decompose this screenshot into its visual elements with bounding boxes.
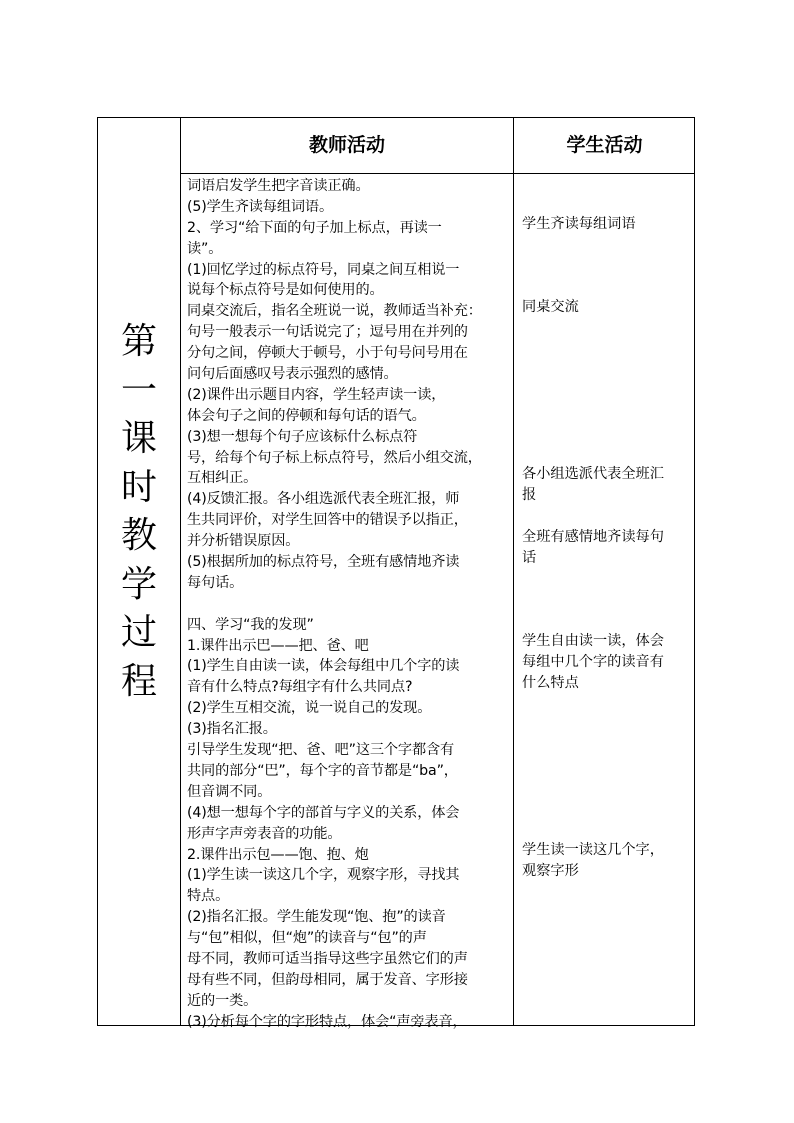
side-label-char: 课 (120, 418, 157, 459)
student-activity-header: 学生活动 (566, 134, 643, 156)
teacher-text-line: 特点。 (187, 888, 230, 905)
student-note-line: 学生读一读这几个字， (522, 842, 664, 858)
teacher-text-line: (2)学生互相交流，说一说自己的发现。 (187, 700, 432, 717)
teacher-text-line: 2、学习“给下面的句子加上标点，再读一 (187, 219, 442, 236)
teacher-activity-content (187, 176, 512, 1033)
teacher-text-line: 但音调不同。 (187, 783, 272, 800)
student-note (522, 214, 692, 235)
teacher-text-line: 母有些不同，但韵母相同，属于发音、字形接 (187, 971, 468, 988)
teacher-text-line: 形声字声旁表音的功能。 (187, 825, 342, 842)
teacher-text-line: 号，给每个句子标上标点符号，然后小组交流， (187, 449, 482, 466)
student-note (522, 297, 692, 318)
student-note-line: 同桌交流 (522, 299, 579, 315)
teacher-text-line: 读”。 (187, 240, 223, 257)
teacher-text-line: 引导学生发现“把、爸、吧”这三个字都含有 (187, 742, 455, 759)
teacher-text-line: (4)反馈汇报。各小组选派代表全班汇报，师 (187, 491, 460, 508)
teacher-text-line: 音有什么特点?每组字有什么共同点? (187, 679, 413, 696)
student-note-line: 观察字形 (522, 863, 579, 879)
teacher-text-line: (1)学生读一读这几个字，观察字形，寻找其 (187, 867, 460, 884)
column-divider-side (180, 118, 181, 1025)
student-note-line: 全班有感情地齐读每句 (522, 529, 664, 545)
teacher-text-line: 母不同，教师可适当指导这些字虽然它们的声 (187, 950, 468, 967)
teacher-text-line: (3)想一想每个句子应该标什么标点符 (187, 428, 418, 445)
side-label-char: 学 (120, 563, 157, 605)
teacher-text-line: (1)学生自由读一读，体会每组中几个字的读 (187, 658, 460, 675)
teacher-text-line: (3)分析每个字的字形特点，体会“声旁表音， (187, 1013, 467, 1030)
student-note (522, 527, 692, 569)
teacher-text-line: (5)学生齐读每组词语。 (187, 198, 333, 215)
student-note-line: 什么特点 (522, 675, 579, 691)
teacher-text-line: 句号一般表示一句话说完了；逗号用在并列的 (187, 324, 468, 341)
student-note-line: 各小组选派代表全班汇 (522, 466, 664, 482)
teacher-text-line: 分句之间，停顿大于顿号，小于句号问号用在 (187, 345, 468, 362)
teacher-text-line: (2)课件出示题目内容，学生轻声读一读， (187, 386, 446, 403)
student-note-line: 报 (522, 487, 537, 503)
teacher-text-line: 问句后面感叹号表示强烈的感情。 (187, 366, 398, 383)
header-divider (180, 173, 694, 174)
teacher-text-line: (1)回忆学过的标点符号，同桌之间互相说一 (187, 261, 460, 278)
teacher-text-line: 共同的部分“巴”，每个字的音节都是“ba”， (187, 762, 458, 779)
teacher-text-line: 并分析错误原因。 (187, 533, 300, 550)
teacher-text-line: 2.课件出示包——饱、抱、炮 (187, 846, 369, 863)
teacher-text-line: 近的一类。 (187, 992, 258, 1009)
side-label-char: 时 (120, 466, 157, 508)
lesson-plan-table (97, 117, 695, 1030)
side-label-char: 程 (120, 660, 157, 702)
student-note (522, 464, 692, 506)
teacher-text-line: (5)根据所加的标点符号，全班有感情地齐读 (187, 554, 460, 571)
teacher-text-line: 每句话。 (187, 574, 244, 591)
side-label-vertical (98, 318, 180, 706)
teacher-text-line: (3)指名汇报。 (187, 721, 277, 738)
side-label-char: 第 (120, 321, 157, 362)
side-label-char: 过 (120, 612, 157, 653)
student-note-line: 话 (522, 550, 537, 566)
student-note (522, 840, 692, 882)
teacher-text-line: 四、学习“我的发现” (187, 616, 314, 633)
teacher-text-line: (4)想一想每个字的部首与字义的关系，体会 (187, 804, 460, 821)
teacher-text-line: 1.课件出示巴——把、爸、吧 (187, 637, 369, 654)
student-note-line: 学生自由读一读，体会 (522, 633, 664, 649)
teacher-text-line: 与“包”相似，但“炮”的读音与“包”的声 (187, 930, 427, 947)
student-note-line: 每组中几个字的读音有 (522, 654, 664, 670)
teacher-text-line (187, 594, 512, 615)
side-label-char: 教 (120, 515, 157, 556)
teacher-text-line: 生共同评价，对学生回答中的错误予以指正， (187, 512, 468, 529)
teacher-text-line: (2)指名汇报。学生能发现“饱、抱”的读音 (187, 909, 446, 926)
teacher-text-line: 体会句子之间的停顿和每句话的语气。 (187, 407, 426, 424)
column-divider-middle (513, 118, 514, 1025)
teacher-text-line: 同桌交流后，指名全班说一说，教师适当补充： (187, 303, 482, 320)
teacher-text-line: 说每个标点符号是如何使用的。 (187, 282, 384, 299)
student-note (522, 631, 692, 694)
side-label-char: 一 (120, 369, 157, 411)
teacher-text-line: 互相纠正。 (187, 470, 258, 487)
student-note-line: 学生齐读每组词语 (522, 216, 636, 232)
teacher-text-line: 词语启发学生把字音读正确。 (187, 178, 370, 194)
teacher-activity-header: 教师活动 (308, 134, 385, 156)
